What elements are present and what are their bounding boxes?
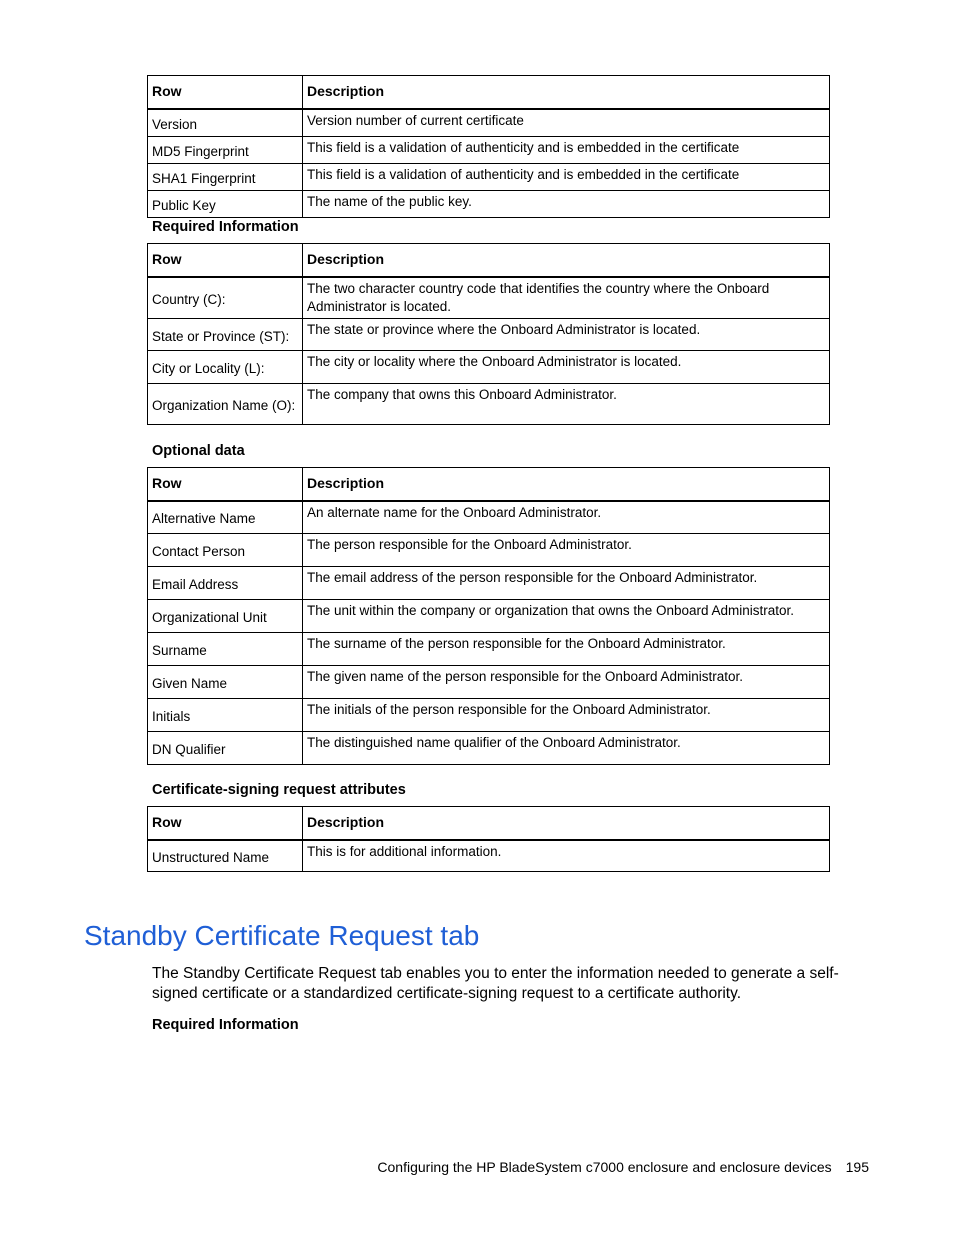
- row-description: An alternate name for the Onboard Administrator.: [303, 501, 830, 534]
- section-label-required-information: Required Information: [152, 219, 299, 235]
- row-description: The name of the public key.: [303, 190, 830, 217]
- column-header-row: Row: [148, 76, 303, 109]
- column-header-description: Description: [303, 468, 830, 501]
- row-description: This field is a validation of authenticity and is embedded in the certificate: [303, 163, 830, 190]
- table-row: [148, 190, 830, 217]
- row-description: The two character country code that identifies the country where the Onboard Administrator is located.: [303, 277, 830, 319]
- required-information-table: [147, 243, 830, 425]
- column-header-description: Description: [303, 244, 830, 277]
- table-header-row: [148, 76, 830, 109]
- row-description: This is for additional information.: [303, 840, 830, 872]
- row-description: The city or locality where the Onboard Administrator is located.: [303, 351, 830, 384]
- row-description: The person responsible for the Onboard Administrator.: [303, 534, 830, 567]
- row-name: Initials: [148, 699, 303, 732]
- column-header-row: Row: [148, 244, 303, 277]
- row-name: Organizational Unit: [148, 600, 303, 633]
- column-header-description: Description: [303, 807, 830, 840]
- row-description: The given name of the person responsible for the Onboard Administrator.: [303, 666, 830, 699]
- row-name: State or Province (ST):: [148, 319, 303, 351]
- column-header-description: Description: [303, 76, 830, 109]
- table-row: [148, 319, 830, 351]
- row-description: Version number of current certificate: [303, 109, 830, 137]
- table-row: [148, 732, 830, 765]
- row-name: Contact Person: [148, 534, 303, 567]
- row-name: Unstructured Name: [148, 840, 303, 872]
- row-description: The surname of the person responsible for the Onboard Administrator.: [303, 633, 830, 666]
- row-name: MD5 Fingerprint: [148, 136, 303, 163]
- certificate-info-table: [147, 75, 830, 218]
- table-row: [148, 277, 830, 319]
- row-name: Surname: [148, 633, 303, 666]
- table-row: [148, 633, 830, 666]
- row-description: The distinguished name qualifier of the Onboard Administrator.: [303, 732, 830, 765]
- row-description: The email address of the person responsible for the Onboard Administrator.: [303, 567, 830, 600]
- row-description: The company that owns this Onboard Administrator.: [303, 384, 830, 425]
- table-row: [148, 666, 830, 699]
- table-header-row: [148, 807, 830, 840]
- table-row: [148, 840, 830, 872]
- row-name: Country (C):: [148, 277, 303, 319]
- table-header-row: [148, 468, 830, 501]
- table-header-row: [148, 244, 830, 277]
- table-row: [148, 136, 830, 163]
- table-row: [148, 351, 830, 384]
- table-row: [148, 699, 830, 732]
- column-header-row: Row: [148, 807, 303, 840]
- body-paragraph: The Standby Certificate Request tab enables you to enter the information needed to generate a self-signed certificate or a standardized certificate-signing request to a certificate authority.: [152, 965, 839, 1002]
- section-heading: Standby Certificate Request tab: [84, 920, 480, 951]
- table-row: [148, 567, 830, 600]
- page-footer: [377, 1158, 869, 1176]
- row-name: DN Qualifier: [148, 732, 303, 765]
- table-row: [148, 163, 830, 190]
- section-label-csr-attributes: Certificate-signing request attributes: [152, 782, 406, 798]
- table-row: [148, 600, 830, 633]
- table-row: [148, 501, 830, 534]
- row-name: Public Key: [148, 190, 303, 217]
- row-description: The unit within the company or organization that owns the Onboard Administrator.: [303, 600, 830, 633]
- table-row: [148, 534, 830, 567]
- row-name: Email Address: [148, 567, 303, 600]
- optional-data-table: [147, 467, 830, 765]
- csr-attributes-table: [147, 806, 830, 872]
- footer-text: Configuring the HP BladeSystem c7000 enclosure and enclosure devices: [377, 1159, 832, 1175]
- row-name: Version: [148, 109, 303, 137]
- row-description: This field is a validation of authenticity and is embedded in the certificate: [303, 136, 830, 163]
- row-name: Alternative Name: [148, 501, 303, 534]
- column-header-row: Row: [148, 468, 303, 501]
- table-row: [148, 384, 830, 425]
- row-description: The initials of the person responsible for the Onboard Administrator.: [303, 699, 830, 732]
- section-label-optional-data: Optional data: [152, 443, 245, 459]
- row-name: Given Name: [148, 666, 303, 699]
- page-number: 195: [845, 1159, 869, 1175]
- row-name: SHA1 Fingerprint: [148, 163, 303, 190]
- table-row: [148, 109, 830, 137]
- section-label-required-information-2: Required Information: [152, 1017, 299, 1033]
- row-name: City or Locality (L):: [148, 351, 303, 384]
- row-description: The state or province where the Onboard Administrator is located.: [303, 319, 830, 351]
- row-name: Organization Name (O):: [148, 384, 303, 425]
